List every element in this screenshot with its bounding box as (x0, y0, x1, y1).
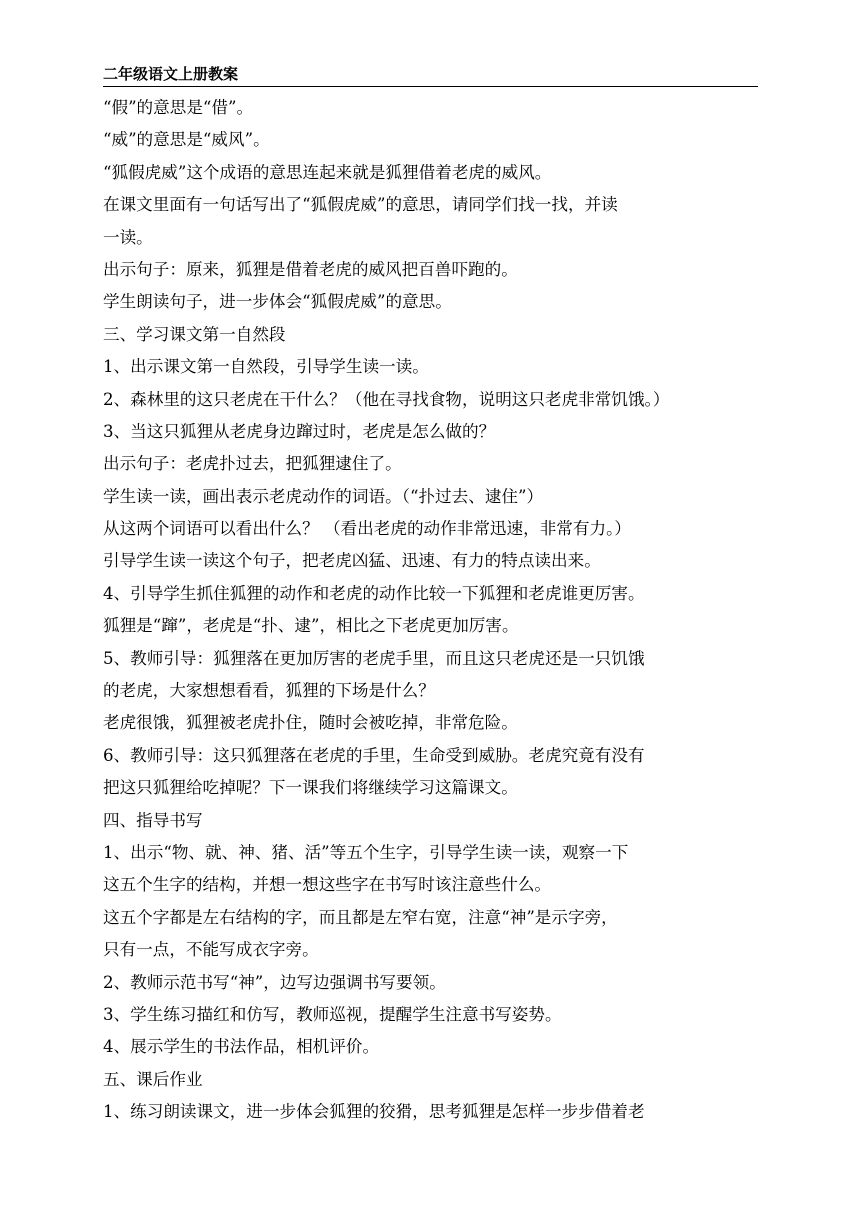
text-line: 2、教师示范书写“神”，边写边强调书写要领。 (103, 972, 446, 992)
text-line: 引导学生读一读这个句子，把老虎凶猛、迅速、有力的特点读出来。 (103, 551, 601, 571)
text-line: 狐狸是“蹿”，老虎是“扑、逮”，相比之下老虎更加厉害。 (103, 616, 519, 636)
text-line: 1、出示“物、就、神、猪、活”等五个生字，引导学生读一读，观察一下 (103, 842, 629, 862)
text-line: 这五个生字的结构，并想一想这些字在书写时该注意些什么。 (103, 875, 552, 895)
text-line: 只有一点，不能写成衣字旁。 (103, 940, 319, 960)
text-line: 1、出示课文第一自然段，引导学生读一读。 (103, 357, 429, 377)
text-line: “威”的意思是“威风”。 (103, 130, 270, 150)
text-line: 5、教师引导：狐狸落在更加厉害的老虎手里，而且这只老虎还是一只饥饿 (103, 648, 645, 668)
lesson-plan-body (103, 92, 761, 1129)
text-line: 学生读一读，画出表示老虎动作的词语。（“扑过去、逮住”） (103, 486, 544, 506)
text-line: 把这只狐狸给吃掉呢？下一课我们将继续学习这篇课文。 (103, 778, 518, 798)
text-line: 4、引导学生抓住狐狸的动作和老虎的动作比较一下狐狸和老虎谁更厉害。 (103, 583, 645, 603)
text-line: 出示句子：原来，狐狸是借着老虎的威风把百兽吓跑的。 (103, 259, 518, 279)
section-heading: 五、课后作业 (103, 1069, 203, 1089)
text-line: “狐假虎威”这个成语的意思连起来就是狐狸借着老虎的威风。 (103, 162, 552, 182)
text-line: 学生朗读句子，进一步体会“狐假虎威”的意思。 (103, 292, 452, 312)
header-title: 二年级语文上册教案 (103, 65, 239, 83)
text-line: 的老虎，大家想想看看，狐狸的下场是什么？ (103, 681, 435, 701)
text-line: 出示句子：老虎扑过去，把狐狸逮住了。 (103, 454, 402, 474)
text-line: 3、当这只狐狸从老虎身边蹿过时，老虎是怎么做的？ (103, 421, 496, 441)
text-line: 2、森林里的这只老虎在干什么？（他在寻找食物，说明这只老虎非常饥饿。） (103, 389, 670, 409)
text-line: 老虎很饿，狐狸被老虎扑住，随时会被吃掉，非常危险。 (103, 713, 518, 733)
text-line: 3、学生练习描红和仿写，教师巡视，提醒学生注意书写姿势。 (103, 1004, 562, 1024)
text-line: 这五个字都是左右结构的字，而且都是左窄右宽，注意“神”是示字旁， (103, 907, 618, 927)
page-header (103, 62, 758, 87)
text-line: 1、练习朗读课文，进一步体会狐狸的狡猾，思考狐狸是怎样一步步借着老 (103, 1102, 645, 1122)
text-line: 一读。 (103, 227, 153, 247)
text-line: 4、展示学生的书法作品，相机评价。 (103, 1037, 380, 1057)
text-line: “假”的意思是“借”。 (103, 98, 254, 117)
text-line: 6、教师引导：这只狐狸落在老虎的手里，生命受到威胁。老虎究竟有没有 (103, 745, 645, 765)
text-line: 从这两个词语可以看出什么？ （看出老虎的动作非常迅速，非常有力。） (103, 519, 631, 539)
section-heading: 四、指导书写 (103, 810, 203, 830)
text-line: 在课文里面有一句话写出了“狐假虎威”的意思，请同学们找一找，并读 (103, 195, 618, 215)
section-heading: 三、学习课文第一自然段 (103, 324, 286, 344)
